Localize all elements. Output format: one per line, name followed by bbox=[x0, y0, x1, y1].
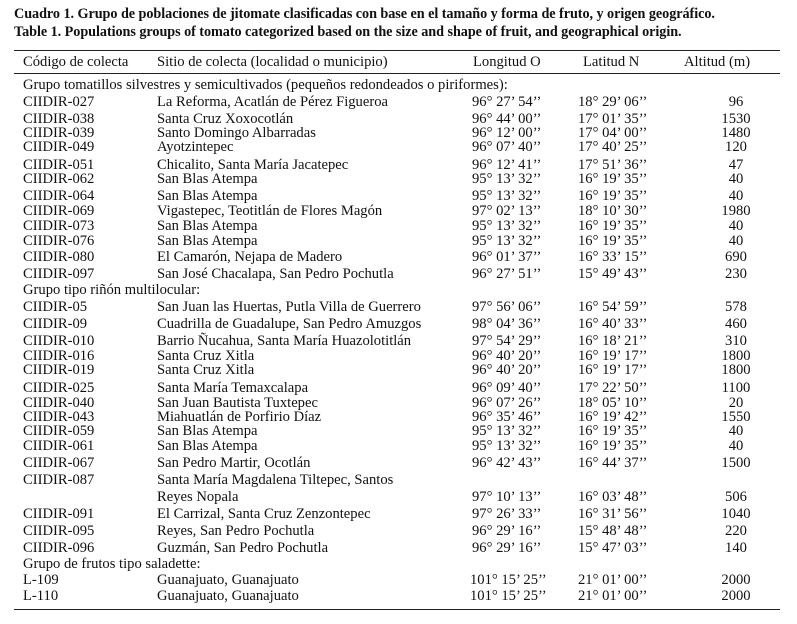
cell-site: El Camarón, Nejapa de Madero bbox=[157, 249, 343, 265]
cell-code: CIIDIR-040 bbox=[23, 395, 95, 411]
cell-latitude: 15° 49’ 43’’ bbox=[578, 266, 648, 282]
table-row bbox=[0, 316, 797, 333]
group-title: Grupo de frutos tipo saladette: bbox=[23, 556, 201, 572]
cell-code: CIIDIR-051 bbox=[23, 157, 95, 173]
cell-latitude: 18° 29’ 06’’ bbox=[578, 94, 648, 110]
cell-latitude: 16° 31’ 56’’ bbox=[578, 506, 648, 522]
cell-code: CIIDIR-097 bbox=[23, 266, 95, 282]
cell-longitude: 96° 01’ 37’’ bbox=[472, 249, 542, 265]
cell-site: San Blas Atempa bbox=[157, 171, 258, 187]
table-row bbox=[0, 472, 797, 489]
cell-latitude: 16° 19’ 17’’ bbox=[578, 362, 648, 378]
cell-longitude: 96° 12’ 41’’ bbox=[472, 157, 542, 173]
group-title: Grupo tomatillos silvestres y semicultivados (pequeños redondeados o piriformes): bbox=[23, 77, 508, 93]
cell-code: CIIDIR-09 bbox=[23, 316, 88, 332]
cell-longitude: 96° 29’ 16’’ bbox=[472, 523, 542, 539]
header-site: Sitio de colecta (localidad o municipio) bbox=[157, 54, 388, 70]
cell-altitude: 1800 bbox=[721, 362, 751, 378]
cell-latitude: 16° 18’ 21’’ bbox=[578, 333, 648, 349]
cell-site: El Carrizal, Santa Cruz Zenzontepec bbox=[157, 506, 371, 522]
cell-longitude: 96° 40’ 20’’ bbox=[472, 362, 542, 378]
cell-latitude: 16° 19’ 35’’ bbox=[578, 171, 648, 187]
cell-site: San Blas Atempa bbox=[157, 423, 258, 439]
cell-latitude: 15° 48’ 48’’ bbox=[578, 523, 648, 539]
cell-site: San Juan Bautista Tuxtepec bbox=[157, 395, 318, 411]
cell-altitude: 40 bbox=[728, 423, 744, 439]
cell-altitude: 1500 bbox=[721, 455, 751, 471]
cell-code: CIIDIR-059 bbox=[23, 423, 95, 439]
table-row bbox=[0, 506, 797, 523]
cell-site: San José Chacalapa, San Pedro Pochutla bbox=[157, 266, 394, 282]
cell-latitude: 16° 19’ 35’’ bbox=[578, 438, 648, 454]
cell-latitude: 16° 19’ 35’’ bbox=[578, 218, 648, 234]
cell-longitude: 96° 29’ 16’’ bbox=[472, 540, 542, 556]
cell-altitude: 40 bbox=[728, 233, 744, 249]
cell-latitude: 15° 47’ 03’’ bbox=[578, 540, 648, 556]
cell-site: Santa Cruz Xitla bbox=[157, 348, 255, 364]
cell-site: Reyes, San Pedro Pochutla bbox=[157, 523, 315, 539]
cell-latitude: 21° 01’ 00’’ bbox=[578, 588, 648, 604]
cell-code: L-110 bbox=[23, 588, 59, 604]
cell-site: Miahuatlán de Porfirio Díaz bbox=[157, 409, 322, 425]
cell-code: CIIDIR-061 bbox=[23, 438, 95, 454]
cell-longitude: 97° 26’ 33’’ bbox=[472, 506, 542, 522]
cell-altitude: 1980 bbox=[721, 203, 751, 219]
header-rule bbox=[14, 73, 780, 74]
header-altitude: Altitud (m) bbox=[684, 54, 751, 70]
table-row bbox=[0, 233, 797, 250]
cell-longitude: 101° 15’ 25’’ bbox=[470, 588, 547, 604]
cell-longitude: 96° 42’ 43’’ bbox=[472, 455, 542, 471]
cell-altitude: 578 bbox=[725, 299, 747, 315]
cell-site: Santa María Temaxcalapa bbox=[157, 380, 309, 396]
cell-latitude: 16° 19’ 35’’ bbox=[578, 423, 648, 439]
cell-altitude: 460 bbox=[725, 316, 747, 332]
cell-longitude: 96° 40’ 20’’ bbox=[472, 348, 542, 364]
cell-altitude: 1800 bbox=[721, 348, 751, 364]
cell-site: Santa María Magdalena Tiltepec, Santos bbox=[157, 472, 394, 488]
cell-latitude: 16° 19’ 35’’ bbox=[578, 188, 648, 204]
cell-longitude: 96° 12’ 00’’ bbox=[472, 125, 542, 141]
cell-altitude: 40 bbox=[728, 171, 744, 187]
cell-longitude: 96° 27’ 54’’ bbox=[472, 94, 542, 110]
table-row bbox=[0, 438, 797, 455]
cell-longitude: 95° 13’ 32’’ bbox=[472, 188, 542, 204]
cell-altitude: 120 bbox=[725, 139, 747, 155]
cell-longitude: 96° 07’ 40’’ bbox=[472, 139, 542, 155]
cell-longitude: 97° 56’ 06’’ bbox=[472, 299, 542, 315]
caption-english: Table 1. Populations groups of tomato categorized based on the size and shape of fruit, and geographical origin. bbox=[14, 24, 682, 40]
cell-longitude: 95° 13’ 32’’ bbox=[472, 233, 542, 249]
cell-code: CIIDIR-025 bbox=[23, 380, 95, 396]
table-row bbox=[0, 572, 797, 589]
cell-site: San Blas Atempa bbox=[157, 188, 258, 204]
cell-code: CIIDIR-095 bbox=[23, 523, 95, 539]
cell-altitude: 40 bbox=[728, 438, 744, 454]
cell-latitude: 17° 22’ 50’’ bbox=[578, 380, 648, 396]
cell-longitude: 98° 04’ 36’’ bbox=[472, 316, 542, 332]
cell-site: La Reforma, Acatlán de Pérez Figueroa bbox=[157, 94, 388, 110]
cell-latitude: 16° 54’ 59’’ bbox=[578, 299, 648, 315]
cell-code: CIIDIR-096 bbox=[23, 540, 95, 556]
cell-site: Santa Cruz Xitla bbox=[157, 362, 255, 378]
cell-site-continuation: Reyes Nopala bbox=[157, 489, 239, 505]
cell-code: CIIDIR-010 bbox=[23, 333, 95, 349]
cell-code: CIIDIR-05 bbox=[23, 299, 88, 315]
cell-code: CIIDIR-049 bbox=[23, 139, 95, 155]
cell-code: CIIDIR-064 bbox=[23, 188, 95, 204]
cell-code: CIIDIR-076 bbox=[23, 233, 95, 249]
table-row bbox=[0, 299, 797, 316]
cell-longitude: 96° 44’ 00’’ bbox=[472, 111, 542, 127]
cell-longitude: 97° 02’ 13’’ bbox=[472, 203, 542, 219]
cell-altitude: 1100 bbox=[721, 380, 751, 396]
bottom-rule bbox=[14, 609, 780, 610]
cell-site: Chicalito, Santa María Jacatepec bbox=[157, 157, 349, 173]
cell-site: Santo Domingo Albarradas bbox=[157, 125, 316, 141]
cell-site: San Blas Atempa bbox=[157, 218, 258, 234]
cell-code: CIIDIR-087 bbox=[23, 472, 95, 488]
cell-latitude: 21° 01’ 00’’ bbox=[578, 572, 648, 588]
cell-site: San Pedro Martir, Ocotlán bbox=[157, 455, 311, 471]
cell-altitude: 40 bbox=[728, 218, 744, 234]
cell-longitude: 96° 09’ 40’’ bbox=[472, 380, 542, 396]
table-row bbox=[0, 139, 797, 156]
cell-site: San Blas Atempa bbox=[157, 438, 258, 454]
header-latitude: Latitud N bbox=[583, 54, 640, 70]
cell-latitude: 17° 04’ 00’’ bbox=[578, 125, 648, 141]
table-row bbox=[0, 249, 797, 266]
cell-code: CIIDIR-039 bbox=[23, 125, 95, 141]
cell-site: Cuadrilla de Guadalupe, San Pedro Amuzgos bbox=[157, 316, 422, 332]
cell-latitude: 16° 19’ 42’’ bbox=[578, 409, 648, 425]
table-row bbox=[0, 171, 797, 188]
cell-longitude: 96° 35’ 46’’ bbox=[472, 409, 542, 425]
cell-altitude: 96 bbox=[728, 94, 744, 110]
cell-latitude: 16° 19’ 35’’ bbox=[578, 233, 648, 249]
cell-latitude: 16° 03’ 48’’ bbox=[578, 489, 648, 505]
cell-latitude: 16° 33’ 15’’ bbox=[578, 249, 648, 265]
cell-code: CIIDIR-069 bbox=[23, 203, 95, 219]
cell-longitude: 95° 13’ 32’’ bbox=[472, 438, 542, 454]
cell-altitude: 40 bbox=[728, 188, 744, 204]
caption-spanish: Cuadro 1. Grupo de poblaciones de jitomate clasificadas con base en el tamaño y forma de fruto, y origen geográfico. bbox=[14, 6, 715, 22]
cell-code: CIIDIR-019 bbox=[23, 362, 95, 378]
cell-longitude: 101° 15’ 25’’ bbox=[470, 572, 547, 588]
cell-longitude: 95° 13’ 32’’ bbox=[472, 218, 542, 234]
table-row bbox=[0, 588, 797, 605]
cell-longitude: 95° 13’ 32’’ bbox=[472, 423, 542, 439]
cell-latitude: 17° 40’ 25’’ bbox=[578, 139, 648, 155]
cell-code: CIIDIR-027 bbox=[23, 94, 95, 110]
cell-latitude: 18° 10’ 30’’ bbox=[578, 203, 648, 219]
table-row bbox=[0, 455, 797, 472]
cell-site: Ayotzintepec bbox=[157, 139, 234, 155]
cell-code: CIIDIR-073 bbox=[23, 218, 95, 234]
cell-latitude: 16° 19’ 17’’ bbox=[578, 348, 648, 364]
cell-code: CIIDIR-080 bbox=[23, 249, 95, 265]
cell-code: CIIDIR-043 bbox=[23, 409, 95, 425]
table-row bbox=[0, 266, 797, 283]
cell-site: San Blas Atempa bbox=[157, 233, 258, 249]
header-code: Código de colecta bbox=[23, 54, 129, 70]
header-longitude: Longitud O bbox=[473, 54, 541, 70]
cell-altitude: 1550 bbox=[721, 409, 751, 425]
cell-site: Guanajuato, Guanajuato bbox=[157, 572, 299, 588]
cell-latitude: 16° 44’ 37’’ bbox=[578, 455, 648, 471]
cell-longitude: 97° 10’ 13’’ bbox=[472, 489, 542, 505]
cell-latitude: 16° 40’ 33’’ bbox=[578, 316, 648, 332]
cell-site: Guanajuato, Guanajuato bbox=[157, 588, 299, 604]
cell-code: CIIDIR-016 bbox=[23, 348, 95, 364]
table-row bbox=[0, 523, 797, 540]
cell-code: L-109 bbox=[23, 572, 59, 588]
cell-altitude: 1480 bbox=[721, 125, 751, 141]
cell-latitude: 17° 01’ 35’’ bbox=[578, 111, 648, 127]
cell-altitude: 2000 bbox=[721, 572, 751, 588]
cell-code: CIIDIR-067 bbox=[23, 455, 95, 471]
cell-altitude: 690 bbox=[725, 249, 747, 265]
cell-altitude: 2000 bbox=[721, 588, 751, 604]
table-row bbox=[0, 540, 797, 557]
cell-site: Barrio Ñucahua, Santa María Huazolotitlán bbox=[157, 333, 412, 349]
cell-altitude: 140 bbox=[725, 540, 747, 556]
cell-altitude: 20 bbox=[728, 395, 744, 411]
cell-longitude: 95° 13’ 32’’ bbox=[472, 171, 542, 187]
cell-site: Vigastepec, Teotitlán de Flores Magón bbox=[157, 203, 383, 219]
cell-longitude: 96° 07’ 26’’ bbox=[472, 395, 542, 411]
table-row bbox=[0, 94, 797, 111]
cell-longitude: 96° 27’ 51’’ bbox=[472, 266, 542, 282]
cell-site: Santa Cruz Xoxocotlán bbox=[157, 111, 294, 127]
table-row-continuation bbox=[0, 489, 797, 506]
cell-code: CIIDIR-038 bbox=[23, 111, 95, 127]
cell-altitude: 1530 bbox=[721, 111, 751, 127]
cell-longitude: 97° 54’ 29’’ bbox=[472, 333, 542, 349]
cell-altitude: 310 bbox=[725, 333, 747, 349]
top-rule bbox=[14, 50, 780, 51]
cell-code: CIIDIR-091 bbox=[23, 506, 95, 522]
cell-latitude: 18° 05’ 10’’ bbox=[578, 395, 648, 411]
cell-latitude: 17° 51’ 36’’ bbox=[578, 157, 648, 173]
cell-altitude: 47 bbox=[728, 157, 744, 173]
group-title: Grupo tipo riñón multilocular: bbox=[23, 282, 201, 298]
cell-altitude: 1040 bbox=[721, 506, 751, 522]
cell-altitude: 506 bbox=[725, 489, 747, 505]
cell-altitude: 230 bbox=[725, 266, 747, 282]
table-header-row bbox=[0, 54, 797, 71]
cell-site: San Juan las Huertas, Putla Villa de Guerrero bbox=[157, 299, 421, 315]
table-row bbox=[0, 362, 797, 379]
cell-code: CIIDIR-062 bbox=[23, 171, 95, 187]
cell-site: Guzmán, San Pedro Pochutla bbox=[157, 540, 329, 556]
cell-altitude: 220 bbox=[725, 523, 747, 539]
